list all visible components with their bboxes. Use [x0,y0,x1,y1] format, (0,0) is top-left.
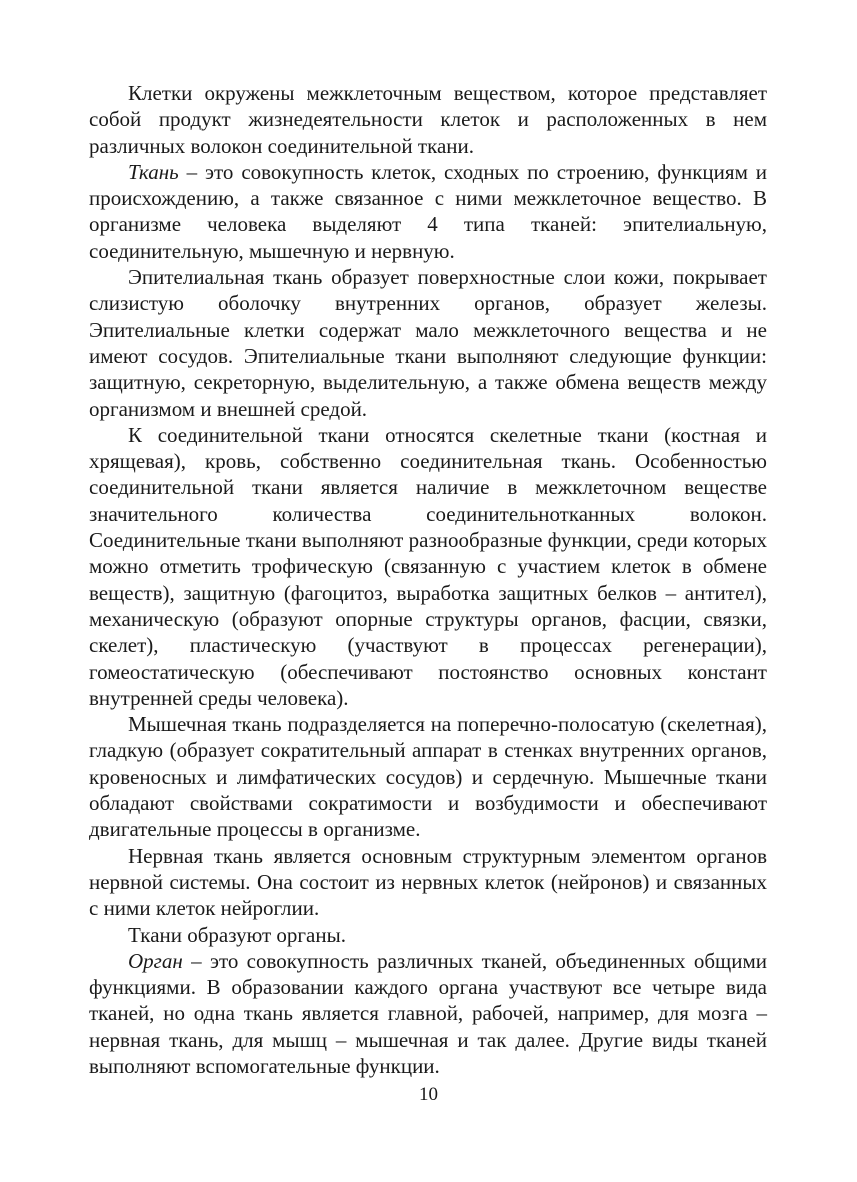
paragraph-text: Клетки окружены межклеточным веществом, которое представляет собой продукт жизнедеятельности клеток и расположенных в нем различных волокон соединительной ткани. [89,81,767,158]
paragraph-intercellular-substance [89,80,767,159]
paragraph-text: Мышечная ткань подразделяется на поперечно-полосатую (скелетная), гладкую (образует сократительный аппарат в стенках внутренних органов, кровеносных и лимфатических сосудов) и сердечную. Мышечные ткани обладают свойствами сократимости и возбудимости и обеспечивают двигательные процессы в организме. [89,712,767,842]
paragraph-tissues-form-organs [89,922,767,948]
term-organ: Орган [128,948,183,973]
paragraph-connective [89,422,767,711]
paragraph-organ-definition [89,948,767,1079]
paragraph-text: Ткани образуют органы. [128,922,346,947]
paragraph-text: К соединительной ткани относятся скелетные ткани (костная и хрящевая), кровь, собственно соединительная ткань. Особенностью соединительной ткани является наличие в межклеточном веществе значительного количества соединительнотканных волокон. Соединительные ткани выполняют разнообразные функции, среди которых можно отметить трофическую (связанную с участием клеток в обмене веществ), защитную (фагоцитоз, выработка защитных белков – антител), механическую (образуют опорные структуры органов, фасции, связки, скелет), пластическую (участвуют в процессах регенерации), гомеостатическую (обеспечивают постоянство основных констант внутренней среды человека). [89,422,767,710]
page-number: 10 [419,1084,438,1105]
paragraph-text: Эпителиальная ткань образует поверхностные слои кожи, покрывает слизистую оболочку внутренних органов, образует железы. Эпителиальные клетки содержат мало межклеточного вещества и не имеют сосудов. Эпителиальные ткани выполняют следующие функции: защитную, секреторную, выделительную, а также обмена веществ между организмом и внешней средой. [89,265,767,421]
paragraph-text: – это совокупность клеток, сходных по строению, функциям и происхождению, а также связанное с ними межклеточное вещество. В организме человека выделяют 4 типа тканей: эпителиальную, соединительную, мышечную и нервную. [89,159,767,263]
paragraph-epithelial [89,264,767,422]
body-text [89,80,767,1079]
paragraph-tissue-definition [89,159,767,264]
paragraph-muscle [89,711,767,842]
term-tissue: Ткань [128,159,179,184]
paragraph-nervous [89,843,767,922]
paragraph-text: – это совокупность различных тканей, объединенных общими функциями. В образовании каждого органа участвуют все четыре вида тканей, но одна ткань является главной, рабочей, например, для мозга – нервная ткань, для мышц – мышечная и так далее. Другие виды тканей выполняют вспомогательные функции. [89,948,767,1078]
paragraph-text: Нервная ткань является основным структурным элементом органов нервной системы. Она состоит из нервных клеток (нейронов) и связанных с ними клеток нейроглии. [89,843,767,921]
